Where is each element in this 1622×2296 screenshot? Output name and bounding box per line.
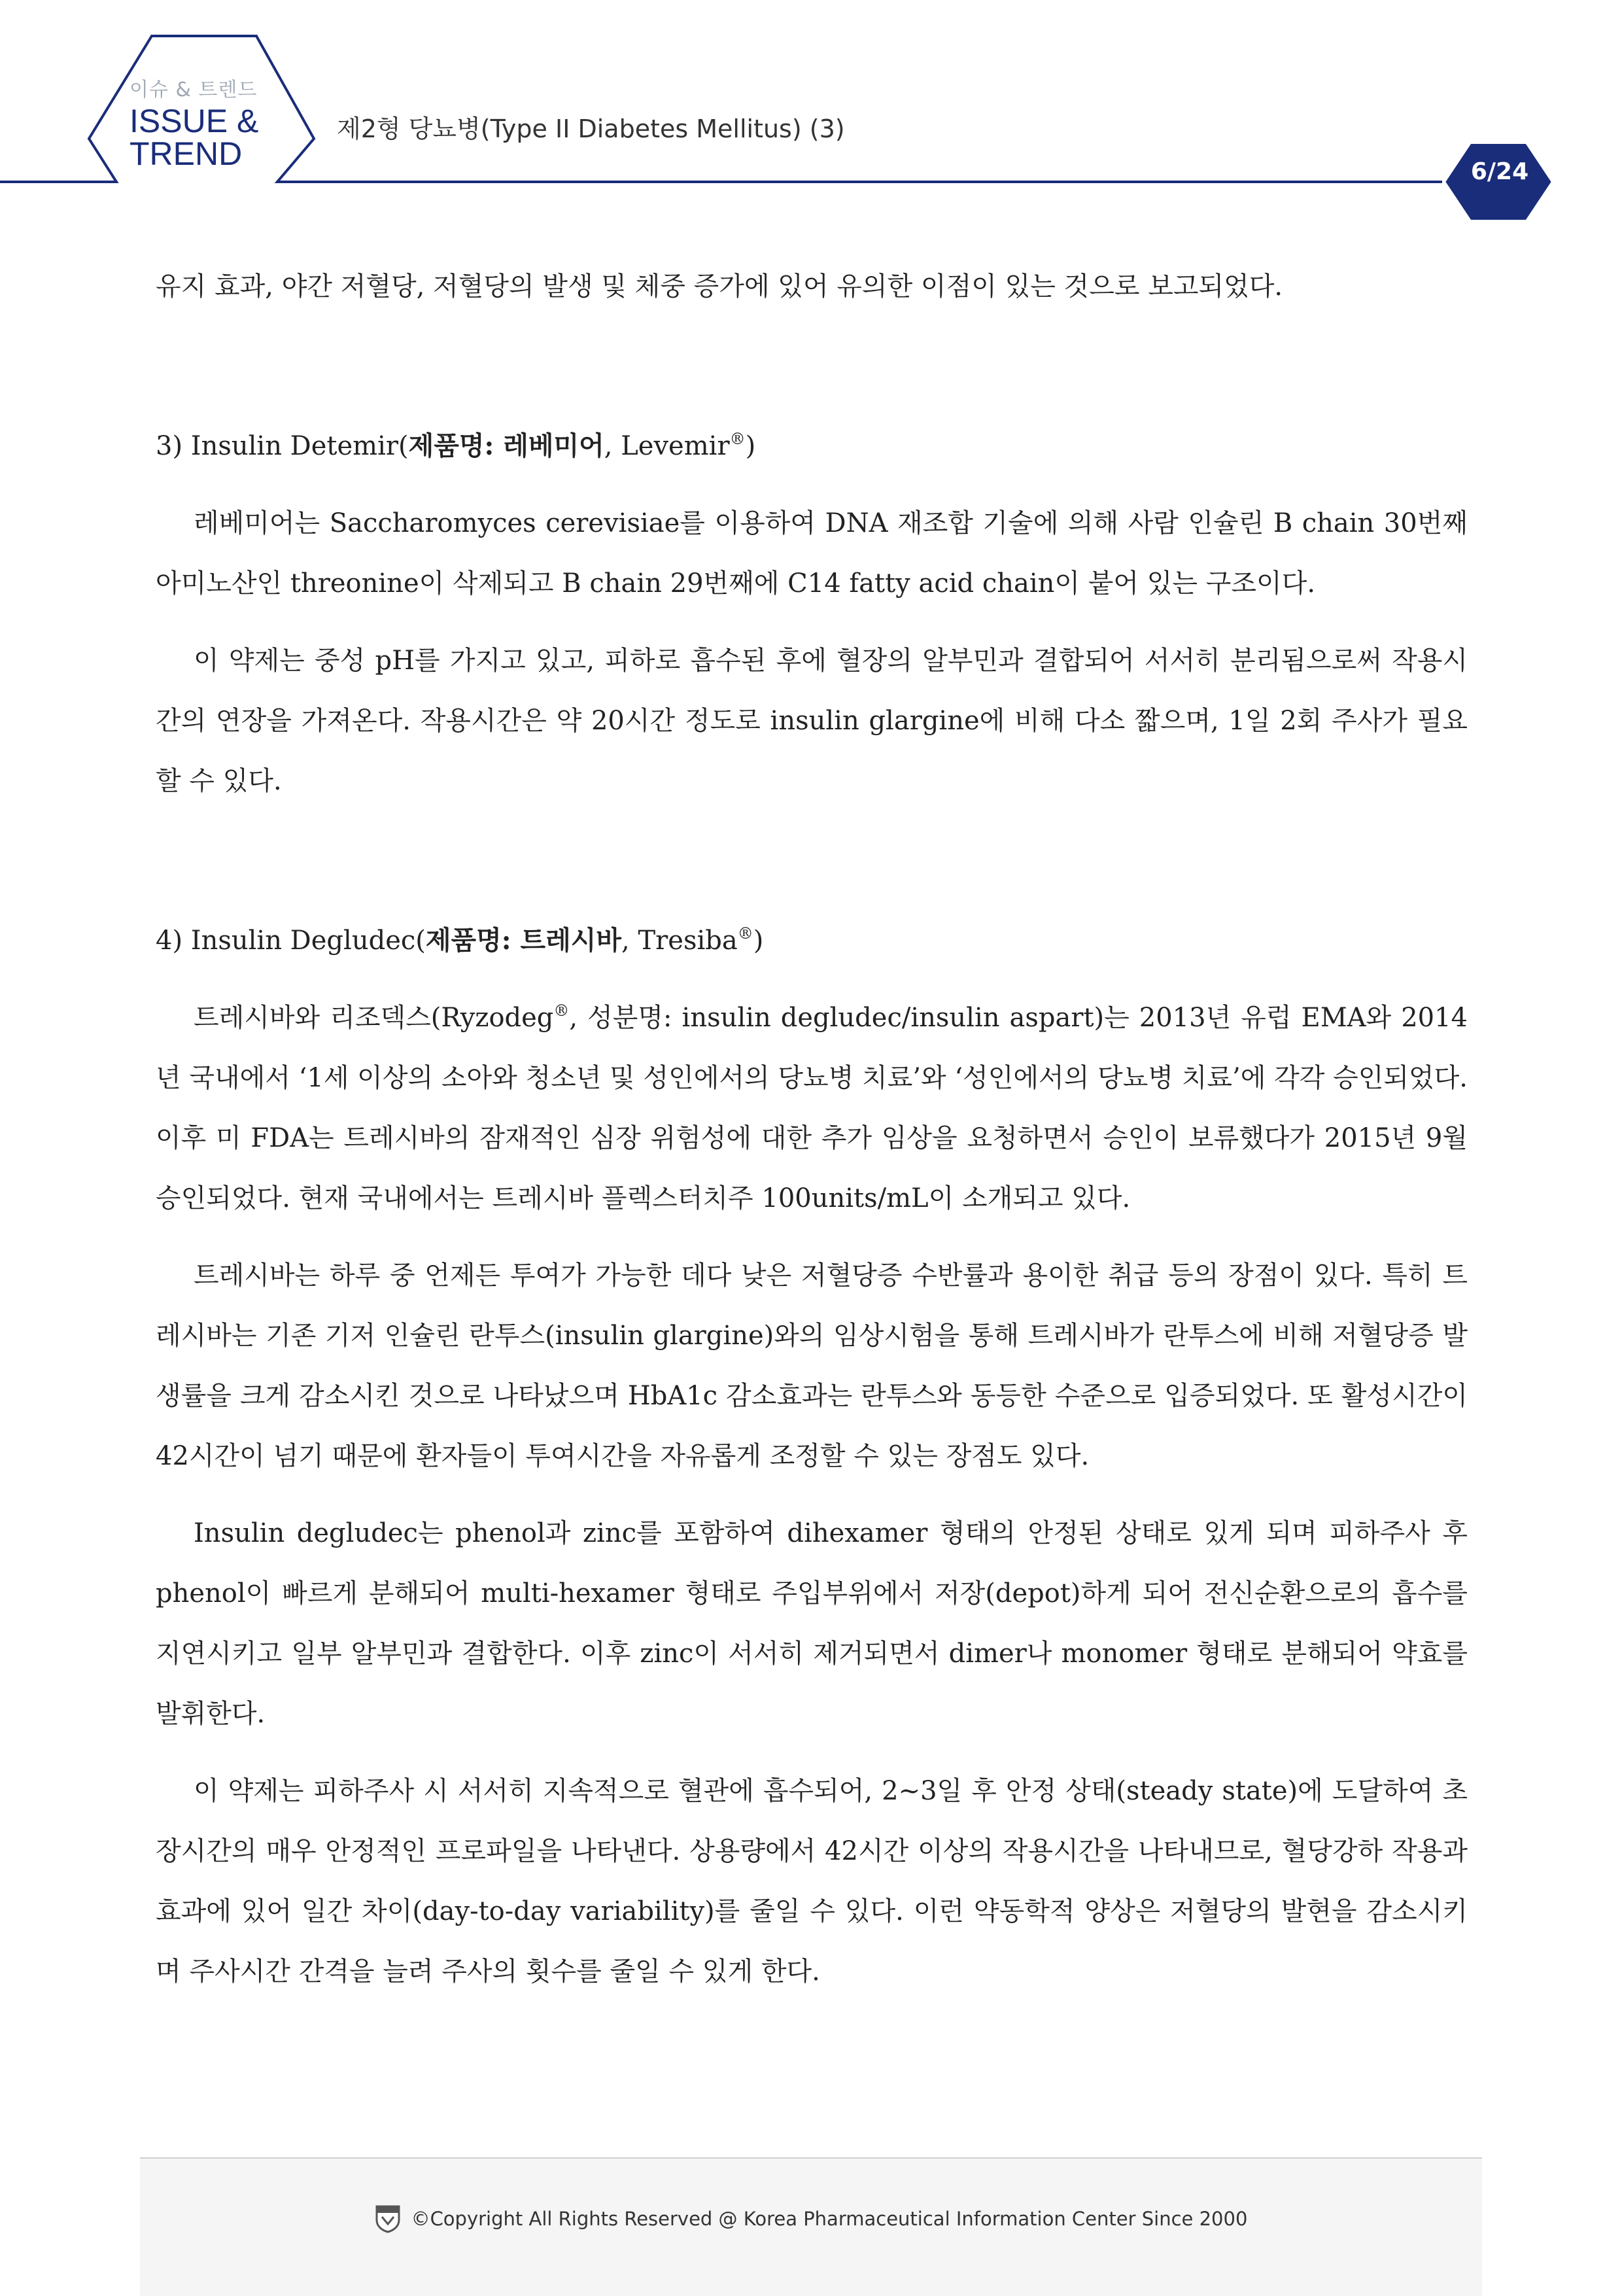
article-body bbox=[156, 256, 1468, 2002]
heading-text: 4) Insulin Degludec( bbox=[156, 926, 426, 956]
page-footer bbox=[140, 2157, 1482, 2296]
paragraph-text: , 성분명: insulin degludec/insulin aspart)는 2013년 유럽 EMA와 2014년 국내에서 ‘1세 이상의 소아와 청소년 및 성인에서의 당뇨병 치료’와 ‘성인에서의 당뇨병 치료’에 각각 승인되었다. 이후 미 FDA는 트레시바의 잠재적인 심장 위험성에 대한 추가 임상을 요청하면서 승인이 보류했다가 2015년 9월 승인되었다. 현재 국내에서는 트레시바 플렉스터치주 100units/mL이 소개되고 있다. bbox=[156, 1003, 1468, 1213]
degludec-paragraph-2: 트레시바는 하루 중 언제든 투여가 가능한 데다 낮은 저혈당증 수반률과 용이한 취급 등의 장점이 있다. 특히 트레시바는 기존 기저 인슐린 란투스(insulin glargine)와의 임상시험을 통해 트레시바가 란투스에 비해 저혈당증 발생률을 크게 감소시킨 것으로 나타났으며 HbA1c 감소효과는 란투스와 동등한 수준으로 입증되었다. 또 활성시간이 42시간이 넘기 때문에 환자들이 투여시간을 자유롭게 조정할 수 있는 장점도 있다. bbox=[156, 1261, 1468, 1471]
copyright-text: ©Copyright All Rights Reserved @ Korea Pharmaceutical Information Center Since 2000 bbox=[411, 2208, 1248, 2230]
section-heading-degludec bbox=[156, 911, 1468, 971]
degludec-paragraph-4: 이 약제는 피하주사 시 서서히 지속적으로 혈관에 흡수되어, 2~3일 후 안정 상태(steady state)에 도달하여 초장시간의 매우 안정적인 프로파일을 나타낸다. 상용량에서 42시간 이상의 작용시간을 나타내므로, 혈당강하 작용과 효과에 있어 일간 차이(day-to-day variability)를 줄일 수 있다. 이런 약동학적 양상은 저혈당의 발현을 감소시키며 주사시간 간격을 늘려 주사의 횟수를 줄일 수 있게 한다. bbox=[156, 1776, 1468, 1987]
detemir-paragraph-2: 이 약제는 중성 pH를 가지고 있고, 피하로 흡수된 후에 혈장의 알부민과 결합되어 서서히 분리됨으로써 작용시간의 연장을 가져온다. 작용시간은 약 20시간 정도로 insulin glargine에 비해 다소 짧으며, 1일 2회 주사가 필요할 수 있다. bbox=[156, 646, 1468, 796]
intro-paragraph: 유지 효과, 야간 저혈당, 저혈당의 발생 및 체중 증가에 있어 유의한 이점이 있는 것으로 보고되었다. bbox=[156, 271, 1283, 302]
section-heading-detemir bbox=[156, 416, 1468, 476]
heading-text: 3) Insulin Detemir( bbox=[156, 431, 409, 461]
heading-brand: , Levemir bbox=[604, 431, 730, 461]
detemir-paragraph-1: 레베미어는 Saccharomyces cerevisiae를 이용하여 DNA 재조합 기술에 의해 사람 인슐린 B chain 30번째 아미노산인 threonine이 삭제되고 B chain 29번째에 C14 fatty acid chain이 붙어 있는 구조이다. bbox=[156, 508, 1468, 599]
heading-close: ) bbox=[745, 431, 756, 461]
kpic-shield-icon bbox=[375, 2204, 401, 2233]
page-header bbox=[0, 0, 1622, 229]
degludec-paragraph-1 bbox=[156, 988, 1468, 1228]
heading-brand: , Tresiba bbox=[621, 926, 738, 956]
registered-mark: ® bbox=[729, 430, 746, 448]
badge-title: ISSUE & TREND bbox=[129, 103, 259, 172]
document-title: 제2형 당뇨병(Type II Diabetes Mellitus) (3) bbox=[337, 114, 845, 143]
heading-product-name: 제품명: 레베미어 bbox=[408, 430, 604, 461]
paragraph-text: 트레시바와 리조덱스(Ryzodeg bbox=[194, 1003, 554, 1033]
badge-subtitle: 이슈 & 트렌드 bbox=[129, 78, 258, 101]
page-number: 6/24 bbox=[1470, 158, 1529, 185]
registered-mark: ® bbox=[553, 1001, 570, 1020]
heading-close: ) bbox=[753, 926, 764, 956]
degludec-paragraph-3: Insulin degludec는 phenol과 zinc를 포함하여 dihexamer 형태의 안정된 상태로 있게 되며 피하주사 후 phenol이 빠르게 분해되어 multi-hexamer 형태로 주입부위에서 저장(depot)하게 되어 전신순환으로의 흡수를 지연시키고 일부 알부민과 결합한다. 이후 zinc이 서서히 제거되면서 dimer나 monomer 형태로 분해되어 약효를 발휘한다. bbox=[156, 1518, 1468, 1729]
heading-product-name: 제품명: 트레시바 bbox=[425, 925, 622, 956]
registered-mark: ® bbox=[737, 924, 753, 943]
